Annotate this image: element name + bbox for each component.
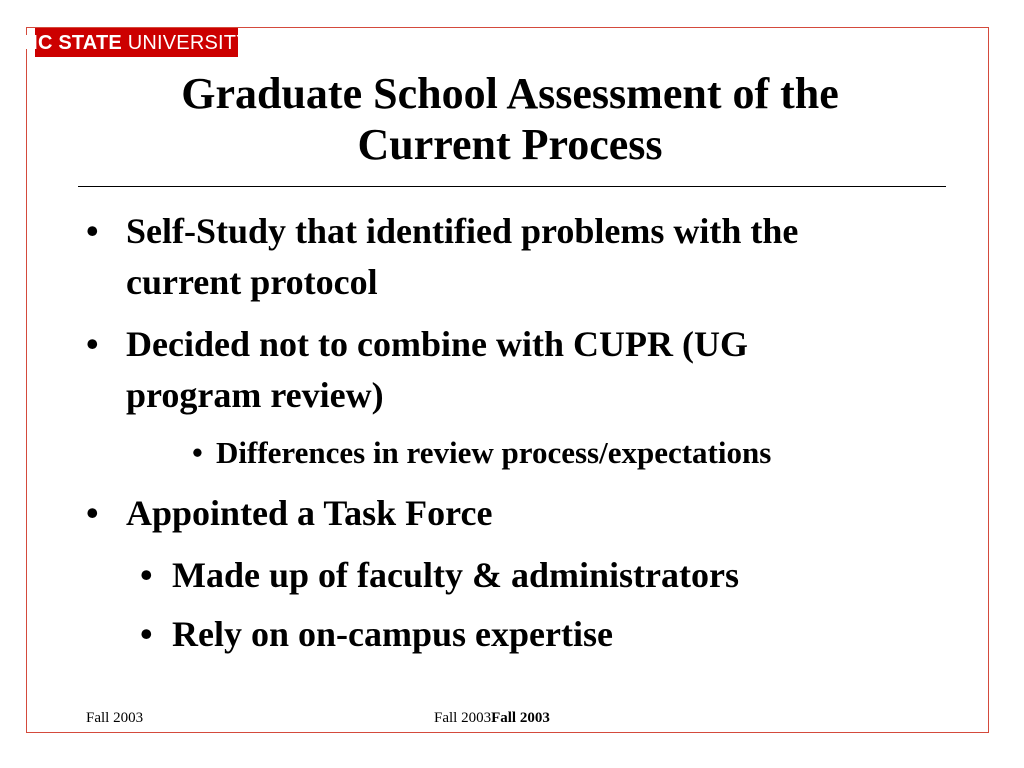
logo-text-light: UNIVERSITY — [121, 31, 250, 54]
title-line-2: Current Process — [357, 120, 663, 169]
bullet-text-line — [126, 489, 492, 537]
bullet-1-line-1: Self-Study that identified problems with the — [126, 211, 799, 251]
title-line-1: Graduate School Assessment of the — [181, 69, 839, 118]
bullet-4-line-1: Appointed a Task Force — [126, 493, 493, 533]
bullet-text-line — [126, 320, 748, 368]
bullet-dot: • — [86, 324, 99, 364]
bullet-dot: • — [86, 211, 99, 251]
bullet-3-line-1: Differences in review process/expectations — [216, 435, 772, 470]
bullet-2-line-2: program review) — [126, 375, 384, 415]
bullet-dot: • — [192, 435, 203, 470]
bullet-dot: • — [86, 493, 99, 533]
bullet-text-line — [172, 610, 613, 658]
bullet-text-line — [126, 207, 798, 255]
bullet-1-line-2: current protocol — [126, 262, 378, 302]
bullet-text-line — [216, 433, 771, 473]
bullet-text-line — [126, 258, 378, 306]
logo-text-bold: NC STATE — [23, 31, 122, 54]
footer-center-date — [434, 708, 550, 728]
footer-center-bold: Fall 2003 — [491, 710, 550, 726]
footer-left-date: Fall 2003 — [86, 710, 144, 726]
bullet-6-line-1: Rely on on-campus expertise — [172, 614, 613, 654]
bullet-2-line-1: Decided not to combine with CUPR (UG — [126, 324, 748, 364]
bullet-text-line — [126, 371, 384, 419]
footer-center-plain: Fall 2003 — [434, 710, 492, 726]
bullet-dot: • — [140, 555, 153, 595]
bullet-dot: • — [140, 614, 153, 654]
bullet-text-line — [172, 551, 739, 599]
bullet-5-line-1: Made up of faculty & administrators — [172, 555, 739, 595]
